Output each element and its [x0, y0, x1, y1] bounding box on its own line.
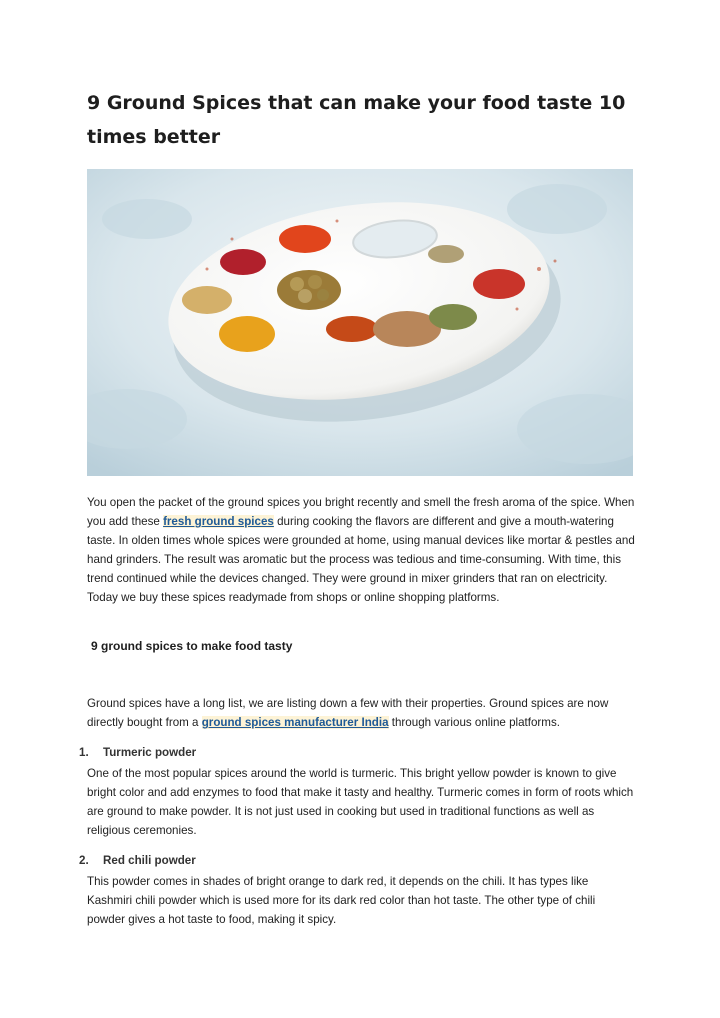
- section-intro-text-before-link: Ground spices have a long list, we are listing down a few with their properties. Ground spices are now directly bought from a: [87, 697, 609, 729]
- section-intro-text-after-link: through various online platforms.: [388, 716, 560, 729]
- list-item-body: This powder comes in shades of bright orange to dark red, it depends on the chili. It has types like Kashmiri chili powder which is used more for its dark red color than hot taste. The other type of chili powder gives a hot taste to food, making it spicy.: [87, 875, 596, 926]
- manufacturer-india-link[interactable]: ground spices manufacturer India: [201, 716, 389, 729]
- list-item-number: 1.: [79, 746, 89, 759]
- intro-paragraph: [87, 493, 635, 607]
- section-intro-paragraph: [87, 694, 635, 732]
- intro-text-before-link: You open the packet of the ground spices you bright recently and smell the fresh aroma of the spice. When you add these: [87, 496, 635, 528]
- list-item-heading: [79, 746, 196, 759]
- fresh-ground-spices-link[interactable]: fresh ground spices: [163, 515, 274, 528]
- list-item-body: One of the most popular spices around the world is turmeric. This bright yellow powder is known to give bright color and add enzymes to food that make it tasty and healthy. Turmeric comes in form of roots which are ground to make powder. It is not just used in cooking but used in traditional functions as well as religious ceremonies.: [87, 767, 634, 837]
- list-item-number: 2.: [79, 854, 89, 867]
- list-item-heading: [79, 854, 196, 867]
- intro-text-after-link: during cooking the flavors are different and give a mouth-watering taste. In olden times whole spices were grounded at home, using manual devices like mortar & pestles and hand grinders. The result was aromatic but the process was tedious and time-consuming. With time, this trend continued while the devices changed. They were ground in mixer grinders that ran on electricity. Today we buy these spices readymade from shops or online shopping platforms.: [87, 515, 635, 604]
- section-heading: 9 ground spices to make food tasty: [91, 639, 293, 653]
- list-item-title: Turmeric powder: [103, 746, 197, 759]
- article-title: 9 Ground Spices that can make your food taste 10 times better: [87, 92, 626, 148]
- spice-palette-illustration: [87, 169, 633, 476]
- hero-image: [87, 169, 633, 476]
- list-item-title: Red chili powder: [103, 854, 196, 867]
